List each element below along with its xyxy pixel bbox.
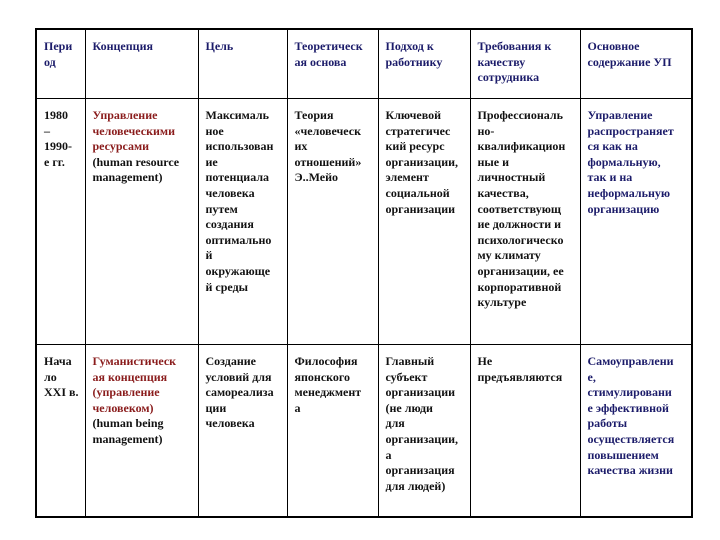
cell-concept (85, 345, 198, 518)
cell-theory: Философия японского менеджмент а (287, 345, 378, 518)
concept-english: (human being management) (92, 416, 164, 446)
table-row (36, 345, 692, 518)
header-theory: Теоретическ ая основа (287, 29, 378, 99)
concept-name: Гуманистическ ая концепция (управление человеком) (92, 354, 177, 415)
concept-name: Управление человеческими ресурсами (92, 108, 176, 154)
header-concept: Концепция (85, 29, 198, 99)
cell-content: Самоуправлени е, стимулировани е эффективной работы осуществляется повышением качества жизни (580, 345, 692, 518)
cell-approach: Ключевой стратегичес кий ресурс организации, элемент социальной организации (378, 99, 470, 345)
header-period: Пери од (36, 29, 85, 99)
table-row (36, 99, 692, 345)
cell-concept (85, 99, 198, 345)
cell-theory: Теория «человеческ их отношений» Э..Мейо (287, 99, 378, 345)
concept-english: (human resource management) (92, 154, 180, 185)
cell-goal: Создание условий для самореализа ции человека (198, 345, 287, 518)
cell-requirements: Профессиональ но- квалификацион ные и личностный качества, соответствующ ие должности и психологическо му климату организации, ее корпоративной культуре (470, 99, 580, 345)
cell-approach: Главный субъект организации (не люди для организации, а организация для людей) (378, 345, 470, 518)
cell-period: 1980 – 1990- е гг. (36, 99, 85, 345)
header-requirements: Требования к качеству сотрудника (470, 29, 580, 99)
cell-content: Управление распространяет ся как на формальную, так и на неформальную организацию (580, 99, 692, 345)
concepts-table (35, 28, 693, 518)
header-content: Основное содержание УП (580, 29, 692, 99)
cell-period: Нача ло XXI в. (36, 345, 85, 518)
cell-requirements: Не предъявляются (470, 345, 580, 518)
header-goal: Цель (198, 29, 287, 99)
cell-goal: Максималь ное использован ие потенциала человека путем создания оптимально й окружающе й среды (198, 99, 287, 345)
header-row (36, 29, 692, 99)
header-approach: Подход к работнику (378, 29, 470, 99)
